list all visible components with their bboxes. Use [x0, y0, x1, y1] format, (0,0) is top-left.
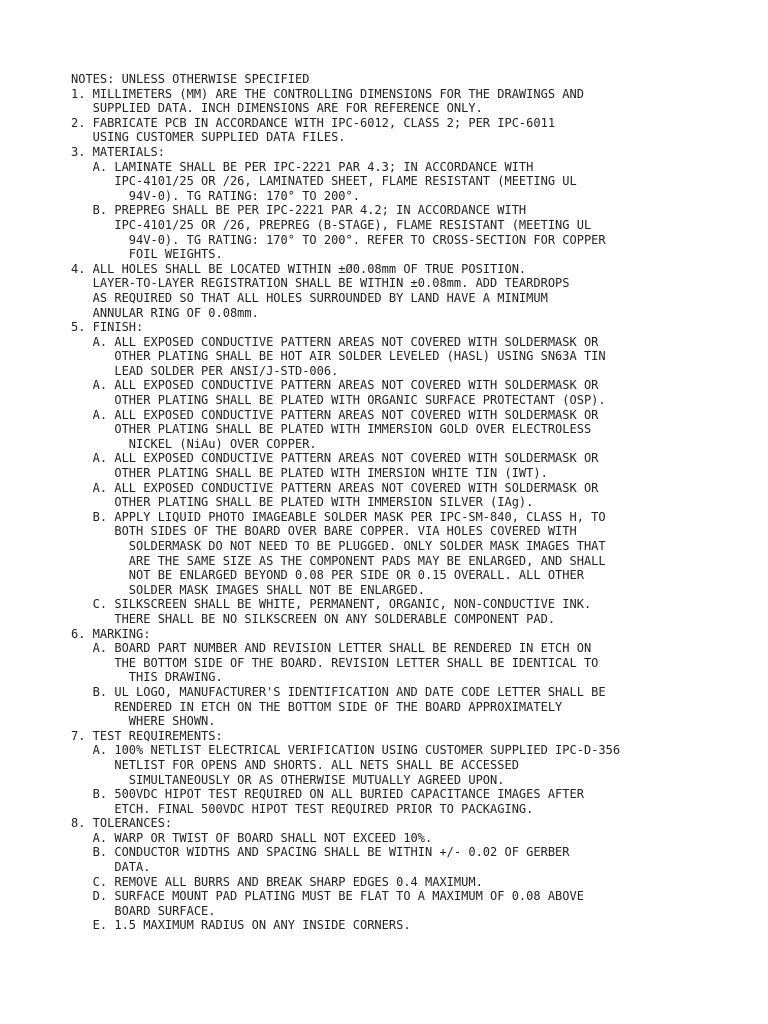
note-line: BOARD SURFACE.: [71, 903, 216, 918]
note-line: A. ALL EXPOSED CONDUCTIVE PATTERN AREAS NOT COVERED WITH SOLDERMASK OR: [71, 378, 599, 393]
note-line: 7. TEST REQUIREMENTS:: [71, 728, 223, 743]
note-line: OTHER PLATING SHALL BE PLATED WITH IMMERSION GOLD OVER ELECTROLESS: [71, 422, 592, 437]
note-line: IPC-4101/25 OR /26, PREPREG (B-STAGE), FLAME RESISTANT (MEETING UL: [71, 217, 592, 232]
note-line: OTHER PLATING SHALL BE PLATED WITH IMERSION WHITE TIN (IWT).: [71, 466, 548, 481]
note-line: 3. MATERIALS:: [71, 144, 165, 159]
note-line: C. REMOVE ALL BURRS AND BREAK SHARP EDGES 0.4 MAXIMUM.: [71, 874, 483, 889]
note-line: ANNULAR RING OF 0.08mm.: [71, 305, 259, 320]
note-line: A. BOARD PART NUMBER AND REVISION LETTER SHALL BE RENDERED IN ETCH ON: [71, 641, 592, 656]
note-line: C. SILKSCREEN SHALL BE WHITE, PERMANENT, ORGANIC, NON-CONDUCTIVE INK.: [71, 597, 592, 612]
note-line: IPC-4101/25 OR /26, LAMINATED SHEET, FLAME RESISTANT (MEETING UL: [71, 174, 577, 189]
note-line: A. ALL EXPOSED CONDUCTIVE PATTERN AREAS NOT COVERED WITH SOLDERMASK OR: [71, 480, 599, 495]
note-line: NICKEL (NiAu) OVER COPPER.: [71, 436, 317, 451]
note-line: 2. FABRICATE PCB IN ACCORDANCE WITH IPC-6012, CLASS 2; PER IPC-6011: [71, 115, 556, 130]
note-line: SOLDERMASK DO NOT NEED TO BE PLUGGED. ONLY SOLDER MASK IMAGES THAT: [71, 539, 606, 553]
note-line: BOTH SIDES OF THE BOARD OVER BARE COPPER. VIA HOLES COVERED WITH: [71, 524, 577, 539]
note-line: THIS DRAWING.: [71, 670, 223, 685]
note-line: D. SURFACE MOUNT PAD PLATING MUST BE FLAT TO A MAXIMUM OF 0.08 ABOVE: [71, 889, 584, 904]
note-line: LEAD SOLDER PER ANSI/J-STD-006.: [71, 363, 339, 378]
note-line: FOIL WEIGHTS.: [71, 247, 223, 262]
note-line: 1. MILLIMETERS (MM) ARE THE CONTROLLING DIMENSIONS FOR THE DRAWINGS AND: [71, 86, 584, 101]
note-line: NOTES: UNLESS OTHERWISE SPECIFIED: [71, 72, 310, 86]
note-line: USING CUSTOMER SUPPLIED DATA FILES.: [71, 130, 346, 145]
note-line: 94V-0). TG RATING: 170° TO 200°. REFER TO CROSS-SECTION FOR COPPER: [71, 232, 606, 247]
note-line: OTHER PLATING SHALL BE PLATED WITH ORGANIC SURFACE PROTECTANT (OSP).: [71, 393, 606, 408]
note-line: 94V-0). TG RATING: 170° TO 200°.: [71, 188, 360, 203]
note-line: B. CONDUCTOR WIDTHS AND SPACING SHALL BE WITHIN +/- 0.02 OF GERBER: [71, 845, 570, 860]
note-line: B. APPLY LIQUID PHOTO IMAGEABLE SOLDER MASK PER IPC-SM-840, CLASS H, TO: [71, 509, 606, 524]
note-line: A. ALL EXPOSED CONDUCTIVE PATTERN AREAS NOT COVERED WITH SOLDERMASK OR: [71, 334, 599, 349]
note-line: A. WARP OR TWIST OF BOARD SHALL NOT EXCEED 10%.: [71, 830, 433, 845]
note-line: LAYER-TO-LAYER REGISTRATION SHALL BE WITHIN ±0.08mm. ADD TEARDROPS: [71, 276, 570, 291]
note-line: THERE SHALL BE NO SILKSCREEN ON ANY SOLDERABLE COMPONENT PAD.: [71, 611, 556, 626]
note-line: DATA.: [71, 860, 151, 875]
note-line: B. PREPREG SHALL BE PER IPC-2221 PAR 4.2; IN ACCORDANCE WITH: [71, 203, 527, 218]
note-line: B. UL LOGO, MANUFACTURER'S IDENTIFICATION AND DATE CODE LETTER SHALL BE: [71, 684, 606, 699]
note-line: A. ALL EXPOSED CONDUCTIVE PATTERN AREAS NOT COVERED WITH SOLDERMASK OR: [71, 451, 599, 466]
note-line: OTHER PLATING SHALL BE HOT AIR SOLDER LEVELED (HASL) USING SN63A TIN: [71, 349, 606, 364]
note-line: 4. ALL HOLES SHALL BE LOCATED WITHIN ±Ø0.08mm OF TRUE POSITION.: [71, 261, 527, 276]
note-line: A. 100% NETLIST ELECTRICAL VERIFICATION USING CUSTOMER SUPPLIED IPC-D-356: [71, 743, 621, 758]
note-line: E. 1.5 MAXIMUM RADIUS ON ANY INSIDE CORNERS.: [71, 918, 411, 933]
note-line: NOT BE ENLARGED BEYOND 0.08 PER SIDE OR 0.15 OVERALL. ALL OTHER: [71, 568, 584, 583]
note-line: 8. TOLERANCES:: [71, 816, 173, 831]
note-line: RENDERED IN ETCH ON THE BOTTOM SIDE OF THE BOARD APPROXIMATELY: [71, 699, 563, 714]
note-line: SUPPLIED DATA. INCH DIMENSIONS ARE FOR REFERENCE ONLY.: [71, 101, 483, 116]
note-line: B. 500VDC HIPOT TEST REQUIRED ON ALL BURIED CAPACITANCE IMAGES AFTER: [71, 787, 584, 802]
note-line: A. LAMINATE SHALL BE PER IPC-2221 PAR 4.3; IN ACCORDANCE WITH: [71, 159, 534, 174]
note-line: SOLDER MASK IMAGES SHALL NOT BE ENLARGED.: [71, 582, 426, 597]
note-line: 6. MARKING:: [71, 626, 151, 641]
note-line: THE BOTTOM SIDE OF THE BOARD. REVISION LETTER SHALL BE IDENTICAL TO: [71, 655, 599, 670]
note-line: OTHER PLATING SHALL BE PLATED WITH IMMERSION SILVER (IAg).: [71, 495, 534, 510]
note-line: NETLIST FOR OPENS AND SHORTS. ALL NETS SHALL BE ACCESSED: [71, 757, 519, 772]
note-line: WHERE SHOWN.: [71, 714, 216, 729]
note-line: 5. FINISH:: [71, 320, 144, 335]
note-line: ETCH. FINAL 500VDC HIPOT TEST REQUIRED PRIOR TO PACKAGING.: [71, 801, 534, 816]
note-line: A. ALL EXPOSED CONDUCTIVE PATTERN AREAS NOT COVERED WITH SOLDERMASK OR: [71, 407, 599, 422]
note-line: ARE THE SAME SIZE AS THE COMPONENT PADS MAY BE ENLARGED, AND SHALL: [71, 553, 606, 568]
note-line: SIMULTANEOUSLY OR AS OTHERWISE MUTUALLY AGREED UPON.: [71, 772, 505, 787]
fabrication-notes: [71, 72, 751, 933]
note-line: AS REQUIRED SO THAT ALL HOLES SURROUNDED BY LAND HAVE A MINIMUM: [71, 290, 548, 305]
